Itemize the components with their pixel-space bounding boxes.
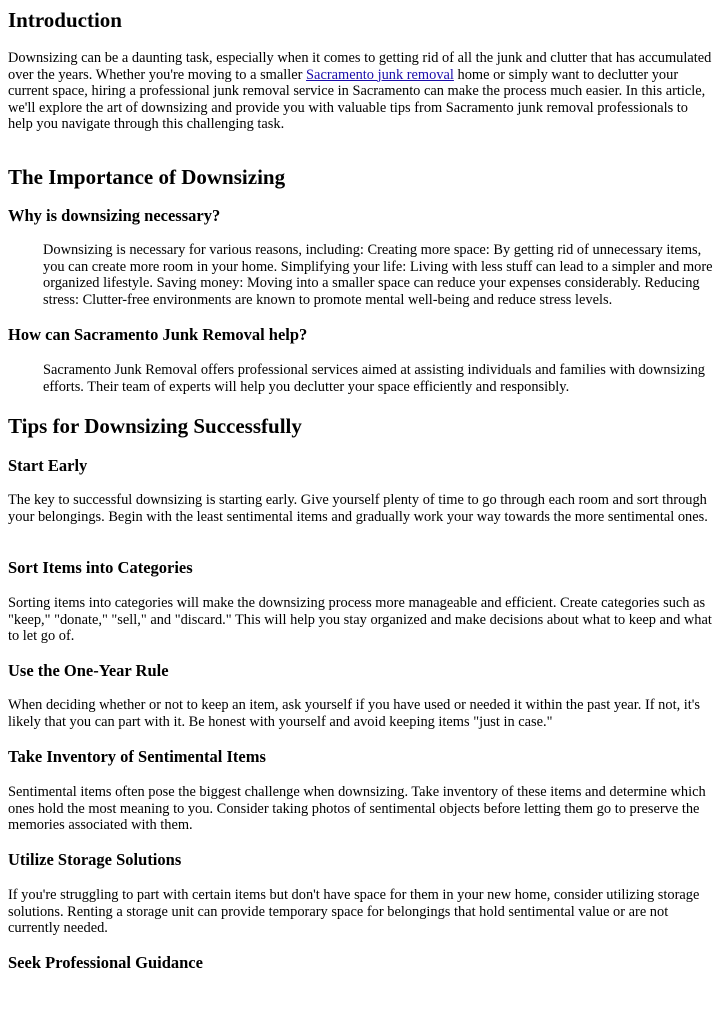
heading-why-downsizing: Why is downsizing necessary?: [8, 206, 221, 225]
paragraph-sentimental-items: Sentimental items often pose the biggest challenge when downsizing. Take inventory of these items and determine which ones hold the most meaning to you. Consider taking photos of sentimental objects before letting them go to preserve the memories associated with them.: [8, 784, 706, 833]
link-sacramento-junk-removal[interactable]: Sacramento junk removal: [306, 66, 454, 83]
heading-sentimental-items: Take Inventory of Sentimental Items: [8, 747, 266, 766]
heading-professional-guidance: Seek Professional Guidance: [8, 953, 203, 972]
heading-importance-of-downsizing: The Importance of Downsizing: [8, 165, 286, 189]
paragraph-introduction: [8, 50, 714, 133]
heading-how-help: How can Sacramento Junk Removal help?: [8, 325, 308, 344]
heading-tips: Tips for Downsizing Successfully: [8, 414, 302, 438]
heading-one-year-rule: Use the One-Year Rule: [8, 661, 169, 680]
paragraph-why-downsizing: Downsizing is necessary for various reasons, including: Creating more space: By getting rid of unnecessary items, you can create more room in your home. Simplifying your life: Living with less stuff can lead to a simpler and more organized lifestyle. Saving money: Moving into a smaller space can reduce your expenses considerably. Reducing stress: Clutter-free environments are known to promote mental well-being and reduce stress levels.: [43, 242, 713, 308]
paragraph-start-early: The key to successful downsizing is starting early. Give yourself plenty of time to go through each room and sort through your belongings. Begin with the least sentimental items and gradually work your way towards the more sentimental ones.: [8, 492, 708, 525]
intro-text-before-link: Downsizing can be a daunting task, especially when it comes to getting rid of all the junk and clutter that has accumulated over the years. Whether you're moving to a smaller: [8, 50, 712, 83]
heading-introduction: Introduction: [8, 8, 122, 32]
paragraph-storage-solutions: If you're struggling to part with certain items but don't have space for them in your new home, consider utilizing storage solutions. Renting a storage unit can provide temporary space for belongings that hold sentimental value or are not currently needed.: [8, 887, 700, 936]
paragraph-how-help: Sacramento Junk Removal offers professional services aimed at assisting individuals and families with downsizing efforts. Their team of experts will help you declutter your space efficiently and responsibly.: [43, 362, 705, 395]
paragraph-sort-items: Sorting items into categories will make the downsizing process more manageable and efficient. Create categories such as "keep," "donate," "sell," and "discard." This will help you stay organized and make decisions about what to keep and what to let go of.: [8, 595, 712, 644]
heading-start-early: Start Early: [8, 456, 88, 475]
heading-sort-items: Sort Items into Categories: [8, 558, 193, 577]
intro-text-after-link: home or simply want to declutter your current space, hiring a professional junk removal service in Sacramento can make the process much easier. In this article, we'll explore the art of downsizing and provide you with valuable tips from Sacramento junk removal professionals to help you navigate through this challenging task.: [8, 66, 706, 132]
heading-storage-solutions: Utilize Storage Solutions: [8, 850, 182, 869]
paragraph-one-year-rule: When deciding whether or not to keep an item, ask yourself if you have used or needed it within the past year. If not, it's likely that you can part with it. Be honest with yourself and avoid keeping items "just in case.": [8, 697, 700, 730]
